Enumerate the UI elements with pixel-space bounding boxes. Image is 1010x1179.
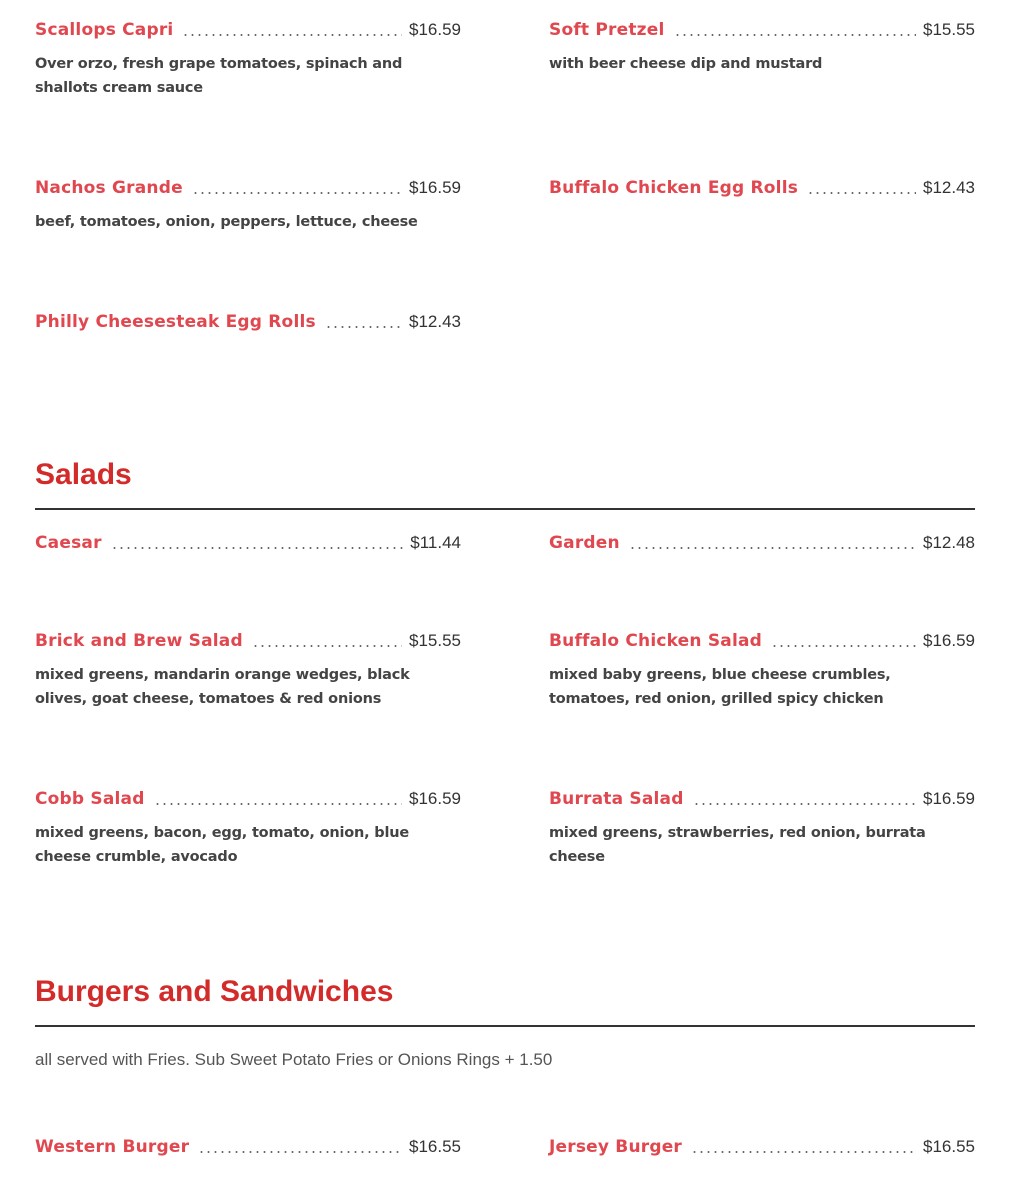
menu-item (549, 1127, 975, 1157)
menu-item (549, 621, 975, 711)
section-title-salads: Salads (35, 458, 132, 491)
menu-item-name: Cobb Salad (35, 789, 145, 809)
menu-item-price: $16.59 (409, 178, 461, 197)
menu-item-header (35, 779, 461, 809)
dotted-leader (674, 34, 916, 36)
menu-item-description: beef, tomatoes, onion, peppers, lettuce, cheese (35, 214, 418, 230)
menu-item-name: Buffalo Chicken Salad (549, 631, 763, 651)
dotted-leader (629, 547, 916, 549)
menu-item (35, 168, 461, 234)
section-title-burgers: Burgers and Sandwiches (35, 975, 394, 1008)
section-note: all served with Fries. Sub Sweet Potato Fries or Onions Rings + 1.50 (35, 1050, 553, 1069)
dotted-leader (691, 1151, 916, 1153)
menu-item-header (35, 168, 461, 198)
section-divider (35, 508, 975, 510)
menu-item-header (549, 1127, 975, 1157)
menu-item-price: $16.59 (409, 20, 461, 39)
menu-item-name: Western Burger (35, 1137, 190, 1157)
menu-item-header (549, 779, 975, 809)
menu-item-header (35, 523, 461, 553)
menu-item-name: Philly Cheesesteak Egg Rolls (35, 312, 316, 332)
dotted-leader (807, 192, 916, 194)
menu-item (549, 779, 975, 869)
dotted-leader (252, 645, 402, 647)
menu-item-name: Nachos Grande (35, 178, 183, 198)
menu-item-name: Garden (549, 533, 620, 553)
menu-item-header (549, 168, 975, 198)
menu-item-price: $16.55 (409, 1137, 461, 1156)
menu-item (35, 621, 461, 711)
menu-item-name: Scallops Capri (35, 20, 174, 40)
menu-item-price: $12.48 (923, 533, 975, 552)
dotted-leader (771, 645, 916, 647)
menu-item-header (35, 302, 461, 332)
menu-item-name: Burrata Salad (549, 789, 684, 809)
menu-item-name: Caesar (35, 533, 102, 553)
menu-item-name: Brick and Brew Salad (35, 631, 243, 651)
menu-item (35, 302, 461, 332)
dotted-leader (325, 326, 402, 328)
menu-item-description: mixed greens, bacon, egg, tomato, onion, blue cheese crumble, avocado (35, 825, 409, 865)
dotted-leader (154, 803, 402, 805)
section-divider (35, 1025, 975, 1027)
dotted-leader (111, 547, 404, 549)
menu-item-header (35, 1127, 461, 1157)
dotted-leader (192, 192, 402, 194)
menu-item-description: Over orzo, fresh grape tomatoes, spinach and shallots cream sauce (35, 56, 403, 96)
menu-item-header (549, 523, 975, 553)
menu-item (549, 523, 975, 553)
menu-item-description: mixed greens, strawberries, red onion, burrata cheese (549, 825, 926, 865)
dotted-leader (198, 1151, 402, 1153)
menu-item-name: Buffalo Chicken Egg Rolls (549, 178, 799, 198)
menu-item-description: with beer cheese dip and mustard (549, 56, 823, 72)
menu-item-description: mixed greens, mandarin orange wedges, black olives, goat cheese, tomatoes & red onions (35, 667, 410, 707)
menu-item-header (549, 10, 975, 40)
menu-item (35, 523, 461, 553)
menu-item (549, 10, 975, 76)
menu-item-price: $16.59 (923, 789, 975, 808)
menu-item-price: $11.44 (410, 533, 461, 552)
dotted-leader (182, 34, 402, 36)
menu-item-header (35, 621, 461, 651)
menu-item (35, 1127, 461, 1157)
menu-item-price: $16.55 (923, 1137, 975, 1156)
dotted-leader (693, 803, 916, 805)
menu-item (549, 168, 975, 198)
menu-item-price: $16.59 (409, 789, 461, 808)
menu-item-price: $15.55 (409, 631, 461, 650)
menu-item (35, 779, 461, 869)
menu-item-price: $12.43 (923, 178, 975, 197)
menu-item-header (35, 10, 461, 40)
menu-item-name: Jersey Burger (549, 1137, 683, 1157)
menu-item-price: $16.59 (923, 631, 975, 650)
menu-item (35, 10, 461, 100)
menu-item-description: mixed baby greens, blue cheese crumbles, tomatoes, red onion, grilled spicy chicken (549, 667, 891, 707)
menu-item-price: $12.43 (409, 312, 461, 331)
menu-item-header (549, 621, 975, 651)
menu-item-name: Soft Pretzel (549, 20, 665, 40)
menu-item-price: $15.55 (923, 20, 975, 39)
